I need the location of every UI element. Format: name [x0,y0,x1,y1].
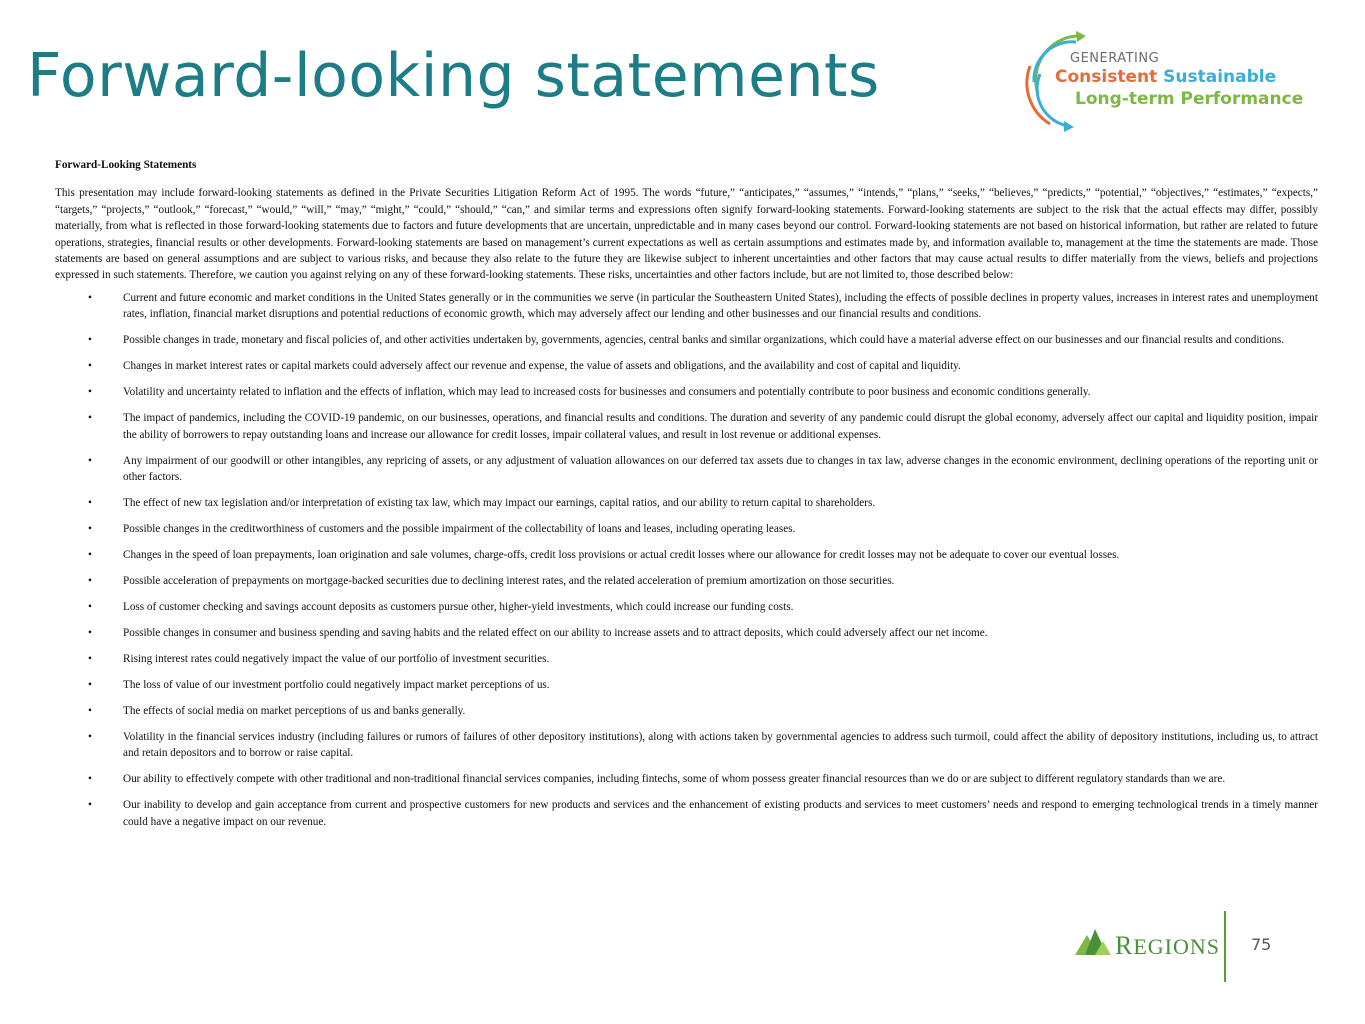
list-item: • Changes in market interest rates or capital markets could adversely affect our revenue and expense, the value of assets and obligations, and the availability and cost of capital and liquidity. [55,358,1318,374]
section-heading: Forward-Looking Statements [55,159,197,171]
list-item: • Possible acceleration of prepayments on mortgage-backed securities due to declining interest rates, and the related acceleration of premium amortization on those securities. [55,573,1318,589]
regions-logo [1075,928,1225,958]
regions-wordmark [1115,931,1220,961]
list-item: • Loss of customer checking and savings account deposits as customers pursue other, higher-yield investments, which could increase our funding costs. [55,599,1318,615]
list-item: • Our ability to effectively compete with other traditional and non-traditional financial services companies, including fintechs, some of whom possess greater financial resources than we do or are subject to different regulatory standards than we are. [55,771,1318,787]
list-item: • The loss of value of our investment portfolio could negatively impact market perceptions of us. [55,677,1318,693]
list-item: • Changes in the speed of loan prepayments, loan origination and sale volumes, charge-offs, credit loss provisions or actual credit losses where our allowance for credit losses may not be adequate to cover our eventual losses. [55,547,1318,563]
triangle-leaf-icon [1075,929,1111,955]
tagline-consistent: Consistent [1055,67,1158,87]
list-item: • Possible changes in trade, monetary and fiscal policies of, and other activities undertaken by, governments, agencies, central banks and similar organizations, which could have a material adverse effect on our businesses and our financial results and conditions. [55,332,1318,348]
list-item: • Volatility and uncertainty related to inflation and the effects of inflation, which may lead to increased costs for businesses and consumers and potentially contribute to poor business and economic conditions generally. [55,384,1318,400]
tagline-logo [1020,26,1320,134]
list-item: • The impact of pandemics, including the COVID-19 pandemic, on our businesses, operations, and financial results and conditions. The duration and severity of any pandemic could disrupt the global economy, adversely affect our capital and liquidity position, impair the ability of borrowers to repay outstanding loans and increase our allowance for credit losses, impair collateral values, and result in lost revenue or additional expenses. [55,410,1318,443]
list-item: • Our inability to develop and gain acceptance from current and prospective customers for new products and services and the enhancement of existing products and services to meet customers’ needs and respond to emerging technological trends in a timely manner could have a negative impact on our revenue. [55,797,1318,830]
list-item: • The effects of social media on market perceptions of us and banks generally. [55,703,1318,719]
statements-body [55,157,1318,840]
tagline-long-term: Long-term Performance [1075,89,1304,109]
wordmark-initial: R [1115,931,1134,960]
list-item: • Possible changes in consumer and business spending and saving habits and the related effect on our ability to increase assets and to attract deposits, which could adversely affect our net income. [55,625,1318,641]
risk-factor-list [55,290,1318,830]
page-title: Forward-looking statements [27,41,880,111]
wordmark-rest: EGIONS [1133,934,1221,959]
tagline-sustainable: Sustainable [1163,67,1277,87]
list-item: • Possible changes in the creditworthiness of customers and the possible impairment of the collectability of loans and leases, including operating leases. [55,521,1318,537]
list-item: • The effect of new tax legislation and/or interpretation of existing tax law, which may impact our earnings, capital ratios, and our ability to return capital to shareholders. [55,495,1318,511]
intro-paragraph: This presentation may include forward-looking statements as defined in the Private Securities Litigation Reform Act of 1995. The words “future,” “anticipates,” “assumes,” “intends,” “plans,” “seeks,” “believes,” “predicts,” “potential,” “objectives,” “estimates,” “expects,” “targets,” “projects,” “outlook,” “forecast,” “would,” “will,” “may,” “might,” “could,” “should,” “can,” and similar terms and expressions often signify forward-looking statements. Forward-looking statements are subject to the risk that the actual effects may differ, possibly materially, from what is reflected in those forward-looking statements due to factors and future developments that are uncertain, unpredictable and in many cases beyond our control. Forward-looking statements are not based on historical information, but rather are related to future operations, strategies, financial results or other developments. Forward-looking statements are based on management’s current expectations as well as certain assumptions and estimates made by, and information available to, management at the time the statements are made. Those statements are based on general assumptions and are subject to various risks, and because they also relate to the future they are likewise subject to inherent uncertainties and other factors that may cause actual results to differ materially from the views, beliefs and projections expressed in such statements. Therefore, we caution you against relying on any of these forward-looking statements. These risks, uncertainties and other factors include, but are not limited to, those described below: [55,187,1318,282]
page-number: 75 [1251,935,1272,954]
list-item: • Rising interest rates could negatively impact the value of our portfolio of investment securities. [55,651,1318,667]
list-item: • Volatility in the financial services industry (including failures or rumors of failures of other depository institutions), along with actions taken by governmental agencies to address such turmoil, could affect the ability of depository institutions, including us, to attract and retain depositors and to borrow or raise capital. [55,729,1318,762]
tagline-generating: GENERATING [1070,51,1160,66]
footer-divider [1224,911,1226,982]
tagline-consistent-sustainable [1055,67,1276,87]
list-item: • Current and future economic and market conditions in the United States generally or in the communities we serve (in particular the Southeastern United States), including the effects of possible declines in property values, increases in interest rates and unemployment rates, inflation, financial market disruptions and potential reductions of economic growth, which may adversely affect our lending and other businesses and our financial results and conditions. [55,290,1318,323]
list-item: • Any impairment of our goodwill or other intangibles, any repricing of assets, or any adjustment of valuation allowances on our deferred tax assets due to changes in tax law, adverse changes in the economic environment, declining operations of the reporting unit or other factors. [55,453,1318,486]
